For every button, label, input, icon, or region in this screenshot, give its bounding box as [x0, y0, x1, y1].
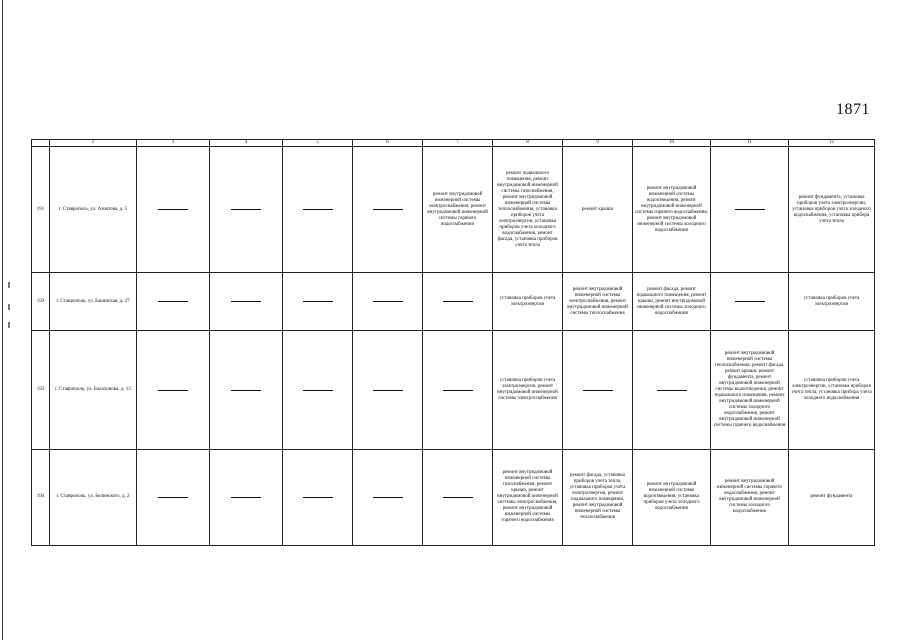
work-cell: ремонт внутридомовой инженерной системы водоотведения, установка приборов учета холодного водоснабжения	[633, 449, 711, 545]
dash-mark	[735, 301, 765, 302]
column-number: 11	[711, 140, 789, 147]
dash-cell	[353, 331, 423, 449]
column-number: 5	[283, 140, 353, 147]
dash-mark	[443, 390, 473, 391]
dash-mark	[158, 301, 188, 302]
address-cell: г. Ставрополь, ул. Балахонова, д. 13	[50, 331, 137, 449]
dash-cell	[353, 147, 423, 273]
table-row	[32, 147, 875, 273]
work-cell: установка приборов учета электроэнергии	[493, 273, 563, 331]
dash-mark	[303, 209, 333, 210]
column-number: 4	[210, 140, 283, 147]
dash-mark	[303, 497, 333, 498]
dash-cell	[210, 331, 283, 449]
dash-cell	[283, 273, 353, 331]
dash-mark	[231, 497, 261, 498]
dash-cell	[283, 331, 353, 449]
column-number: 10	[633, 140, 711, 147]
dash-cell	[353, 449, 423, 545]
address-cell: г. Ставрополь, ул. Бакинская, д. 27	[50, 273, 137, 331]
work-cell: ремонт внутридомовой инженерной системы горячего водоснабжения, ремонт внутридомовой инженерной системы холодного водоснабжения	[711, 449, 789, 545]
dash-cell	[210, 147, 283, 273]
column-number	[32, 140, 50, 147]
dash-mark	[158, 209, 188, 210]
address-cell: г. Ставрополь, ул. Азиатова, д. 5	[50, 147, 137, 273]
dash-cell	[137, 273, 210, 331]
dash-cell	[423, 449, 493, 545]
work-cell: ремонт фасада, ремонт подвального помещения, ремонт крыши, ремонт внутридомовой инженерной системы холодного водоснабжения	[633, 273, 711, 331]
work-cell: установка приборов учета электроэнергии, ремонт внутридомовой инженерной системы электроснабжения	[493, 331, 563, 449]
row-number: 191	[32, 147, 50, 273]
dash-mark	[443, 301, 473, 302]
work-cell: установка приборов учета электроэнергии, установка приборов учета тепла, установка прибора учета холодного водоснабжения	[789, 331, 875, 449]
work-cell: ремонт фасада, установка приборов учета тепла, установка приборов учета электроэнергии, ремонт подвального помещения, ремонт внутридомовой инженерной системы теплоснабжения	[563, 449, 633, 545]
dash-cell	[283, 147, 353, 273]
dash-cell	[711, 147, 789, 273]
scan-edge-dot	[8, 282, 10, 288]
dash-cell	[563, 331, 633, 449]
row-number: 194	[32, 449, 50, 545]
dash-mark	[231, 209, 261, 210]
column-number: 6	[353, 140, 423, 147]
table-row	[32, 449, 875, 545]
dash-mark	[158, 497, 188, 498]
table-row	[32, 331, 875, 449]
work-cell: установка приборов учета электроэнергии	[789, 273, 875, 331]
dash-mark	[583, 390, 613, 391]
dash-mark	[373, 209, 403, 210]
work-cell: ремонт фундамента	[789, 449, 875, 545]
dash-cell	[353, 273, 423, 331]
dash-mark	[231, 301, 261, 302]
scan-edge-dot	[8, 304, 10, 310]
work-cell: ремонт внутридомовой инженерной системы водоотведения, ремонт внутридомовой инженерной системы горячего водоснабжения, ремонт внутридомовой инженерной системы холодного водоснабжения	[633, 147, 711, 273]
dash-mark	[373, 497, 403, 498]
dash-mark	[373, 390, 403, 391]
dash-cell	[137, 449, 210, 545]
column-number: 3	[137, 140, 210, 147]
work-cell: ремонт фундамента, установка приборов учета электроэнергии, установка приборов учета холодного водоснабжения, установка прибора учета тепла	[789, 147, 875, 273]
dash-mark	[303, 390, 333, 391]
dash-cell	[210, 449, 283, 545]
row-number: 192	[32, 273, 50, 331]
dash-mark	[373, 301, 403, 302]
row-number: 193	[32, 331, 50, 449]
dash-cell	[633, 331, 711, 449]
work-cell: ремонт внутридомовой инженерной системы газоснабжения, ремонт крыши, ремонт внутридомовой инженерной системы электроснабжения, ремонт внутридомовой инженерной системы горячего водоснабжения	[493, 449, 563, 545]
dash-cell	[283, 449, 353, 545]
dash-cell	[210, 273, 283, 331]
dash-mark	[735, 209, 765, 210]
scan-edge-line	[2, 0, 3, 640]
table-row	[32, 273, 875, 331]
dash-cell	[137, 331, 210, 449]
work-cell: ремонт крыши	[563, 147, 633, 273]
dash-mark	[657, 390, 687, 391]
page-number: 1871	[836, 101, 870, 118]
column-number: 8	[493, 140, 563, 147]
scan-edge-dot	[8, 322, 10, 328]
column-number-row	[32, 140, 875, 147]
dash-mark	[443, 497, 473, 498]
dash-cell	[711, 273, 789, 331]
dash-mark	[303, 301, 333, 302]
work-cell: ремонт внутридомовой инженерной системы электроснабжения, ремонт внутридомовой инженерной системы теплоснабжения	[563, 273, 633, 331]
repair-schedule-table	[31, 139, 875, 546]
column-number: 12	[789, 140, 875, 147]
work-cell: ремонт внутридомовой инженерной системы электроснабжения, ремонт внутридомовой инженерной системы горячего водоснабжения	[423, 147, 493, 273]
work-cell: ремонт внутридомовой инженерной системы теплоснабжения, ремонт фасада, ремонт крыши, ремонт фундамента, ремонт внутридомовой инженерной системы водоотведения, ремонт подвального помещения, ремонт внутридомовой инженерной системы холодного водоснабжения, ремонт внутридомовой инженерной системы горячего водоснабжения	[711, 331, 789, 449]
column-number: 7	[423, 140, 493, 147]
dash-mark	[231, 390, 261, 391]
address-cell: г. Ставрополь, ул. Белинского, д. 2	[50, 449, 137, 545]
dash-cell	[423, 331, 493, 449]
dash-cell	[137, 147, 210, 273]
dash-mark	[158, 390, 188, 391]
dash-cell	[423, 273, 493, 331]
column-number: 9	[563, 140, 633, 147]
column-number: 2	[50, 140, 137, 147]
work-cell: ремонт подвального помещения, ремонт внутридомовой инженерной системы газоснабжения, ремонт внутридомовой инженерной системы теплоснабжения, установка приборов учета электроэнергии, установка приборов учета холодного водоснабжения, ремонт фасада, установка приборов учета тепла	[493, 147, 563, 273]
